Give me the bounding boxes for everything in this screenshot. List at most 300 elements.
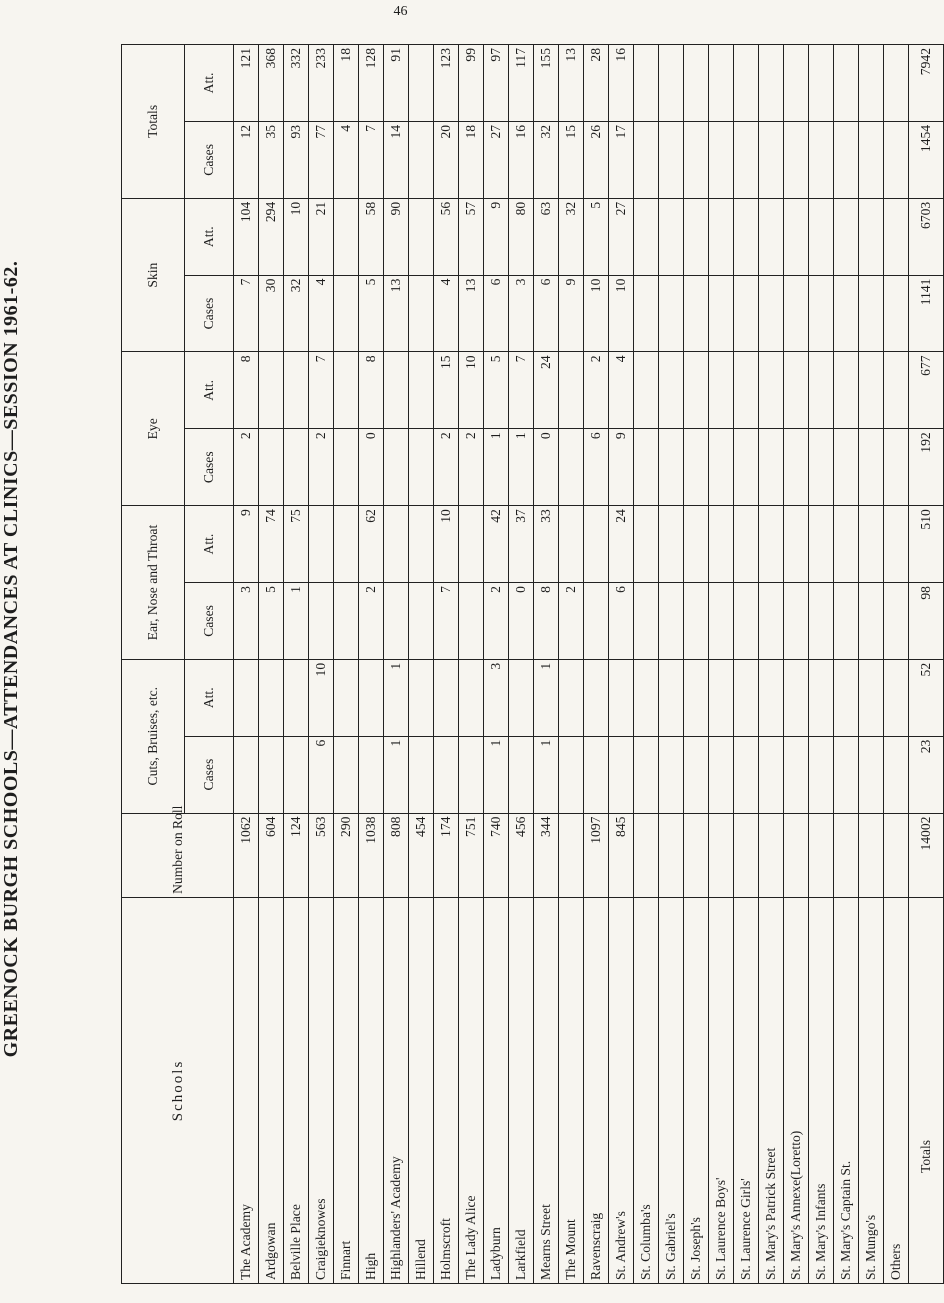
eye-att-cell: 15	[434, 352, 459, 429]
cuts-header: Cuts, Bruises, etc.	[122, 659, 185, 813]
ent-cases-cell: 2	[359, 583, 384, 660]
total-cases-cell: 17	[609, 121, 634, 198]
ent-cases-cell: 2	[484, 583, 509, 660]
skin-cases-cell	[809, 275, 834, 352]
skin-att-cell	[759, 198, 784, 275]
roll-header: Number on Roll	[122, 813, 234, 897]
skin-cases-cell: 10	[609, 275, 634, 352]
school-name: St. Mary's Captain St.	[834, 897, 859, 1283]
skin-att-cell: 294	[259, 198, 284, 275]
cuts-att-cell	[684, 659, 709, 736]
ent-att-cell	[384, 506, 409, 583]
ent-att-cell	[459, 506, 484, 583]
total-att-cell: 28	[584, 45, 609, 122]
skin-cases-cell	[884, 275, 909, 352]
school-name: Belville Place	[284, 897, 309, 1283]
ent-cases-cell	[384, 583, 409, 660]
cuts-cases-cell	[259, 736, 284, 813]
total-cases-cell: 77	[309, 121, 334, 198]
skin-cases-cell	[759, 275, 784, 352]
eye-att-cell	[784, 352, 809, 429]
eye-cases-cell	[684, 429, 709, 506]
skin-cases-cell: 6	[484, 275, 509, 352]
ent-att-cell	[759, 506, 784, 583]
cuts-att-cell	[659, 659, 684, 736]
roll-cell: 344	[534, 813, 559, 897]
ent-att-cell: 42	[484, 506, 509, 583]
total-cases-cell: 20	[434, 121, 459, 198]
cuts-att-cell	[634, 659, 659, 736]
eye-cases-cell: 2	[459, 429, 484, 506]
school-name: High	[359, 897, 384, 1283]
ent-att-cell: 62	[359, 506, 384, 583]
cuts-att-cell	[559, 659, 584, 736]
cuts-att-cell	[859, 659, 884, 736]
ent-cases-cell	[584, 583, 609, 660]
ent-att-cell	[634, 506, 659, 583]
total-att-cell: 117	[509, 45, 534, 122]
roll-cell	[884, 813, 909, 897]
table-row	[434, 45, 459, 1284]
eye-att-cell	[859, 352, 884, 429]
eye-att-cell	[684, 352, 709, 429]
total-att-cell: 123	[434, 45, 459, 122]
roll-cell: 740	[484, 813, 509, 897]
table-row	[709, 45, 734, 1284]
eye-cases-cell	[559, 429, 584, 506]
total-cases-cell	[759, 121, 784, 198]
eye-cases-cell	[784, 429, 809, 506]
skin-cases-cell: 4	[434, 275, 459, 352]
eye-cases-cell	[759, 429, 784, 506]
cuts-att-cell	[734, 659, 759, 736]
school-name: St. Columba's	[634, 897, 659, 1283]
skin-att-cell: 104	[234, 198, 259, 275]
roll-cell	[709, 813, 734, 897]
totals-ent-att: 510	[909, 506, 944, 583]
roll-cell	[784, 813, 809, 897]
table-row	[834, 45, 859, 1284]
roll-cell	[659, 813, 684, 897]
total-att-cell: 121	[234, 45, 259, 122]
school-name: Craigieknowes	[309, 897, 334, 1283]
cuts-cases-cell: 1	[484, 736, 509, 813]
cuts-att-cell	[884, 659, 909, 736]
cuts-att-cell: 1	[384, 659, 409, 736]
table-row	[359, 45, 384, 1284]
ent-att-cell: 9	[234, 506, 259, 583]
cuts-cases-cell	[234, 736, 259, 813]
eye-cases-cell: 2	[309, 429, 334, 506]
skin-att-cell: 9	[484, 198, 509, 275]
total-att-cell: 97	[484, 45, 509, 122]
total-cases-cell	[684, 121, 709, 198]
school-name: Mearns Street	[534, 897, 559, 1283]
total-att-cell	[859, 45, 884, 122]
total-att-cell: 16	[609, 45, 634, 122]
table-row	[734, 45, 759, 1284]
total-att-cell: 18	[334, 45, 359, 122]
school-name: St. Joseph's	[684, 897, 709, 1283]
totals-label: Totals	[909, 897, 944, 1283]
total-cases-cell: 7	[359, 121, 384, 198]
totals-ent-cases: 98	[909, 583, 944, 660]
ent-att-cell: 33	[534, 506, 559, 583]
skin-cases-cell	[659, 275, 684, 352]
total-att-cell: 233	[309, 45, 334, 122]
total-cases-cell: 16	[509, 121, 534, 198]
eye-att-cell: 10	[459, 352, 484, 429]
skin-att-cell	[884, 198, 909, 275]
cuts-att-cell	[459, 659, 484, 736]
cuts-cases-cell	[509, 736, 534, 813]
cuts-cases-cell	[434, 736, 459, 813]
table-row	[509, 45, 534, 1284]
roll-cell	[634, 813, 659, 897]
skin-cases-cell: 3	[509, 275, 534, 352]
eye-att-cell	[884, 352, 909, 429]
eye-cases-cell	[634, 429, 659, 506]
skin-cases-cell: 32	[284, 275, 309, 352]
cuts-att-header: Att.	[185, 659, 234, 736]
skin-cases-cell: 6	[534, 275, 559, 352]
skin-att-cell: 80	[509, 198, 534, 275]
skin-att-cell: 57	[459, 198, 484, 275]
eye-att-cell: 4	[609, 352, 634, 429]
ent-att-cell	[709, 506, 734, 583]
eye-cases-cell: 2	[434, 429, 459, 506]
cuts-att-cell	[334, 659, 359, 736]
eye-cases-cell	[334, 429, 359, 506]
total-cases-cell: 14	[384, 121, 409, 198]
eye-att-cell	[259, 352, 284, 429]
total-att-cell	[809, 45, 834, 122]
ent-att-cell	[559, 506, 584, 583]
table-row	[809, 45, 834, 1284]
total-att-cell	[834, 45, 859, 122]
eye-att-cell	[709, 352, 734, 429]
skin-cases-cell	[709, 275, 734, 352]
roll-cell: 456	[509, 813, 534, 897]
cuts-cases-cell: 6	[309, 736, 334, 813]
total-cases-cell	[884, 121, 909, 198]
eye-att-cell	[659, 352, 684, 429]
ent-cases-cell: 1	[284, 583, 309, 660]
cuts-att-cell	[284, 659, 309, 736]
roll-cell: 1062	[234, 813, 259, 897]
skin-cases-cell	[859, 275, 884, 352]
eye-att-cell: 7	[509, 352, 534, 429]
eye-cases-cell	[259, 429, 284, 506]
eye-cases-cell	[659, 429, 684, 506]
skin-cases-cell: 7	[234, 275, 259, 352]
schools-header: Schools	[122, 897, 234, 1283]
skin-att-header: Att.	[185, 198, 234, 275]
totals-skin-cases: 1141	[909, 275, 944, 352]
roll-cell	[684, 813, 709, 897]
eye-att-cell	[759, 352, 784, 429]
cuts-att-cell	[584, 659, 609, 736]
ent-cases-cell: 3	[234, 583, 259, 660]
totals-att-header: Att.	[185, 45, 234, 122]
school-name: Highlanders' Academy	[384, 897, 409, 1283]
roll-cell: 454	[409, 813, 434, 897]
total-att-cell: 368	[259, 45, 284, 122]
cuts-att-cell: 3	[484, 659, 509, 736]
cuts-cases-cell	[459, 736, 484, 813]
table-row	[659, 45, 684, 1284]
eye-att-header: Att.	[185, 352, 234, 429]
cuts-cases-cell	[584, 736, 609, 813]
ent-att-cell	[584, 506, 609, 583]
ent-cases-cell	[309, 583, 334, 660]
skin-cases-cell: 10	[584, 275, 609, 352]
skin-cases-cell	[334, 275, 359, 352]
cuts-att-cell	[509, 659, 534, 736]
eye-cases-cell	[709, 429, 734, 506]
table-row	[784, 45, 809, 1284]
cuts-att-cell	[259, 659, 284, 736]
ent-cases-cell	[459, 583, 484, 660]
eye-cases-header: Cases	[185, 429, 234, 506]
cuts-att-cell	[834, 659, 859, 736]
eye-cases-cell: 0	[359, 429, 384, 506]
cuts-cases-cell	[884, 736, 909, 813]
ent-cases-cell	[634, 583, 659, 660]
eye-cases-cell: 1	[484, 429, 509, 506]
table-row	[759, 45, 784, 1284]
cuts-att-cell	[359, 659, 384, 736]
cuts-cases-cell	[659, 736, 684, 813]
eye-cases-cell	[834, 429, 859, 506]
eye-att-cell	[334, 352, 359, 429]
cuts-att-cell	[809, 659, 834, 736]
totals-total-att: 7942	[909, 45, 944, 122]
table-row	[684, 45, 709, 1284]
eye-cases-cell: 0	[534, 429, 559, 506]
table-row	[309, 45, 334, 1284]
table-body	[234, 45, 909, 1284]
table-row	[259, 45, 284, 1284]
school-name: Ardgowan	[259, 897, 284, 1283]
school-name: The Mount	[559, 897, 584, 1283]
total-att-cell	[884, 45, 909, 122]
cuts-cases-cell	[409, 736, 434, 813]
total-att-cell	[659, 45, 684, 122]
cuts-cases-cell: 1	[534, 736, 559, 813]
total-cases-cell: 15	[559, 121, 584, 198]
eye-cases-cell	[809, 429, 834, 506]
skin-cases-cell: 5	[359, 275, 384, 352]
eye-cases-cell: 2	[234, 429, 259, 506]
cuts-cases-cell	[784, 736, 809, 813]
eye-cases-cell	[384, 429, 409, 506]
roll-cell: 808	[384, 813, 409, 897]
skin-cases-cell	[834, 275, 859, 352]
total-att-cell	[409, 45, 434, 122]
ent-cases-cell: 8	[534, 583, 559, 660]
school-name: St. Mungo's	[859, 897, 884, 1283]
total-att-cell	[784, 45, 809, 122]
school-name: Ladyburn	[484, 897, 509, 1283]
table-row	[234, 45, 259, 1284]
skin-cases-header: Cases	[185, 275, 234, 352]
ent-att-header: Att.	[185, 506, 234, 583]
cuts-cases-cell	[334, 736, 359, 813]
cuts-cases-cell: 1	[384, 736, 409, 813]
total-cases-cell	[734, 121, 759, 198]
cuts-att-cell	[409, 659, 434, 736]
total-att-cell: 91	[384, 45, 409, 122]
rotated-page-content	[0, 34, 933, 1284]
ent-cases-cell	[884, 583, 909, 660]
skin-att-cell	[409, 198, 434, 275]
eye-cases-cell	[284, 429, 309, 506]
ent-header: Ear, Nose and Throat	[122, 506, 185, 660]
skin-cases-cell: 30	[259, 275, 284, 352]
total-cases-cell: 35	[259, 121, 284, 198]
total-att-cell	[709, 45, 734, 122]
total-att-cell: 332	[284, 45, 309, 122]
roll-cell	[834, 813, 859, 897]
total-cases-cell	[834, 121, 859, 198]
ent-att-cell	[859, 506, 884, 583]
cuts-att-cell	[709, 659, 734, 736]
total-cases-cell: 93	[284, 121, 309, 198]
cuts-cases-cell	[559, 736, 584, 813]
skin-att-cell	[334, 198, 359, 275]
cuts-cases-cell	[684, 736, 709, 813]
ent-cases-cell	[759, 583, 784, 660]
total-att-cell: 13	[559, 45, 584, 122]
total-att-cell	[684, 45, 709, 122]
total-cases-cell	[859, 121, 884, 198]
school-name: Holmscroft	[434, 897, 459, 1283]
skin-att-cell: 27	[609, 198, 634, 275]
ent-cases-cell	[734, 583, 759, 660]
eye-cases-cell: 6	[584, 429, 609, 506]
school-name: Others	[884, 897, 909, 1283]
ent-cases-cell: 6	[609, 583, 634, 660]
totals-eye-att: 677	[909, 352, 944, 429]
table-row	[284, 45, 309, 1284]
page-title: GREENOCK BURGH SCHOOLS—ATTENDANCES AT CLINICS—SESSION 1961-62.	[0, 260, 22, 1058]
skin-att-cell	[684, 198, 709, 275]
ent-att-cell: 24	[609, 506, 634, 583]
roll-cell: 174	[434, 813, 459, 897]
skin-att-cell: 58	[359, 198, 384, 275]
total-cases-cell	[809, 121, 834, 198]
ent-att-cell: 75	[284, 506, 309, 583]
total-cases-cell: 18	[459, 121, 484, 198]
ent-cases-cell: 2	[559, 583, 584, 660]
ent-cases-cell: 7	[434, 583, 459, 660]
cuts-cases-cell	[759, 736, 784, 813]
cuts-att-cell	[234, 659, 259, 736]
eye-att-cell	[834, 352, 859, 429]
skin-cases-cell	[684, 275, 709, 352]
skin-att-cell: 10	[284, 198, 309, 275]
table-row	[634, 45, 659, 1284]
ent-att-cell	[884, 506, 909, 583]
cuts-cases-cell	[859, 736, 884, 813]
total-att-cell	[734, 45, 759, 122]
skin-att-cell	[859, 198, 884, 275]
eye-cases-cell: 9	[609, 429, 634, 506]
table-row	[584, 45, 609, 1284]
school-name: The Academy	[234, 897, 259, 1283]
page-number: 46	[393, 4, 408, 19]
total-att-cell: 99	[459, 45, 484, 122]
skin-att-cell	[734, 198, 759, 275]
skin-cases-cell: 4	[309, 275, 334, 352]
school-name: The Lady Alice	[459, 897, 484, 1283]
roll-cell: 1038	[359, 813, 384, 897]
eye-att-cell	[559, 352, 584, 429]
cuts-cases-cell	[284, 736, 309, 813]
roll-cell: 563	[309, 813, 334, 897]
ent-att-cell: 74	[259, 506, 284, 583]
total-cases-cell: 26	[584, 121, 609, 198]
cuts-cases-cell	[634, 736, 659, 813]
ent-att-cell: 37	[509, 506, 534, 583]
ent-att-cell	[409, 506, 434, 583]
ent-cases-cell	[809, 583, 834, 660]
skin-cases-cell: 13	[459, 275, 484, 352]
ent-cases-header: Cases	[185, 583, 234, 660]
eye-att-cell: 8	[359, 352, 384, 429]
skin-att-cell	[709, 198, 734, 275]
eye-cases-cell	[409, 429, 434, 506]
table-row	[859, 45, 884, 1284]
school-name: St. Andrew's	[609, 897, 634, 1283]
school-name: St. Laurence Girls'	[734, 897, 759, 1283]
school-name: Hillend	[409, 897, 434, 1283]
eye-att-cell	[634, 352, 659, 429]
cuts-att-cell	[609, 659, 634, 736]
cuts-cases-cell	[834, 736, 859, 813]
table-row	[484, 45, 509, 1284]
attendance-table	[121, 44, 944, 1284]
skin-att-cell: 21	[309, 198, 334, 275]
school-name: St. Gabriel's	[659, 897, 684, 1283]
skin-header: Skin	[122, 198, 185, 352]
cuts-cases-cell	[709, 736, 734, 813]
eye-att-cell: 8	[234, 352, 259, 429]
ent-cases-cell	[684, 583, 709, 660]
skin-cases-cell: 9	[559, 275, 584, 352]
ent-att-cell	[659, 506, 684, 583]
header-group-row	[122, 45, 185, 1284]
skin-att-cell	[834, 198, 859, 275]
skin-att-cell	[809, 198, 834, 275]
skin-cases-cell	[784, 275, 809, 352]
ent-att-cell	[809, 506, 834, 583]
ent-cases-cell	[659, 583, 684, 660]
skin-cases-cell	[734, 275, 759, 352]
eye-att-cell	[409, 352, 434, 429]
school-name: Finnart	[334, 897, 359, 1283]
ent-att-cell	[684, 506, 709, 583]
cuts-cases-cell	[609, 736, 634, 813]
ent-att-cell	[784, 506, 809, 583]
roll-cell: 751	[459, 813, 484, 897]
school-name: St. Mary's Patrick Street	[759, 897, 784, 1283]
roll-cell	[734, 813, 759, 897]
school-name: Ravenscraig	[584, 897, 609, 1283]
skin-cases-cell	[634, 275, 659, 352]
cuts-att-cell: 10	[309, 659, 334, 736]
